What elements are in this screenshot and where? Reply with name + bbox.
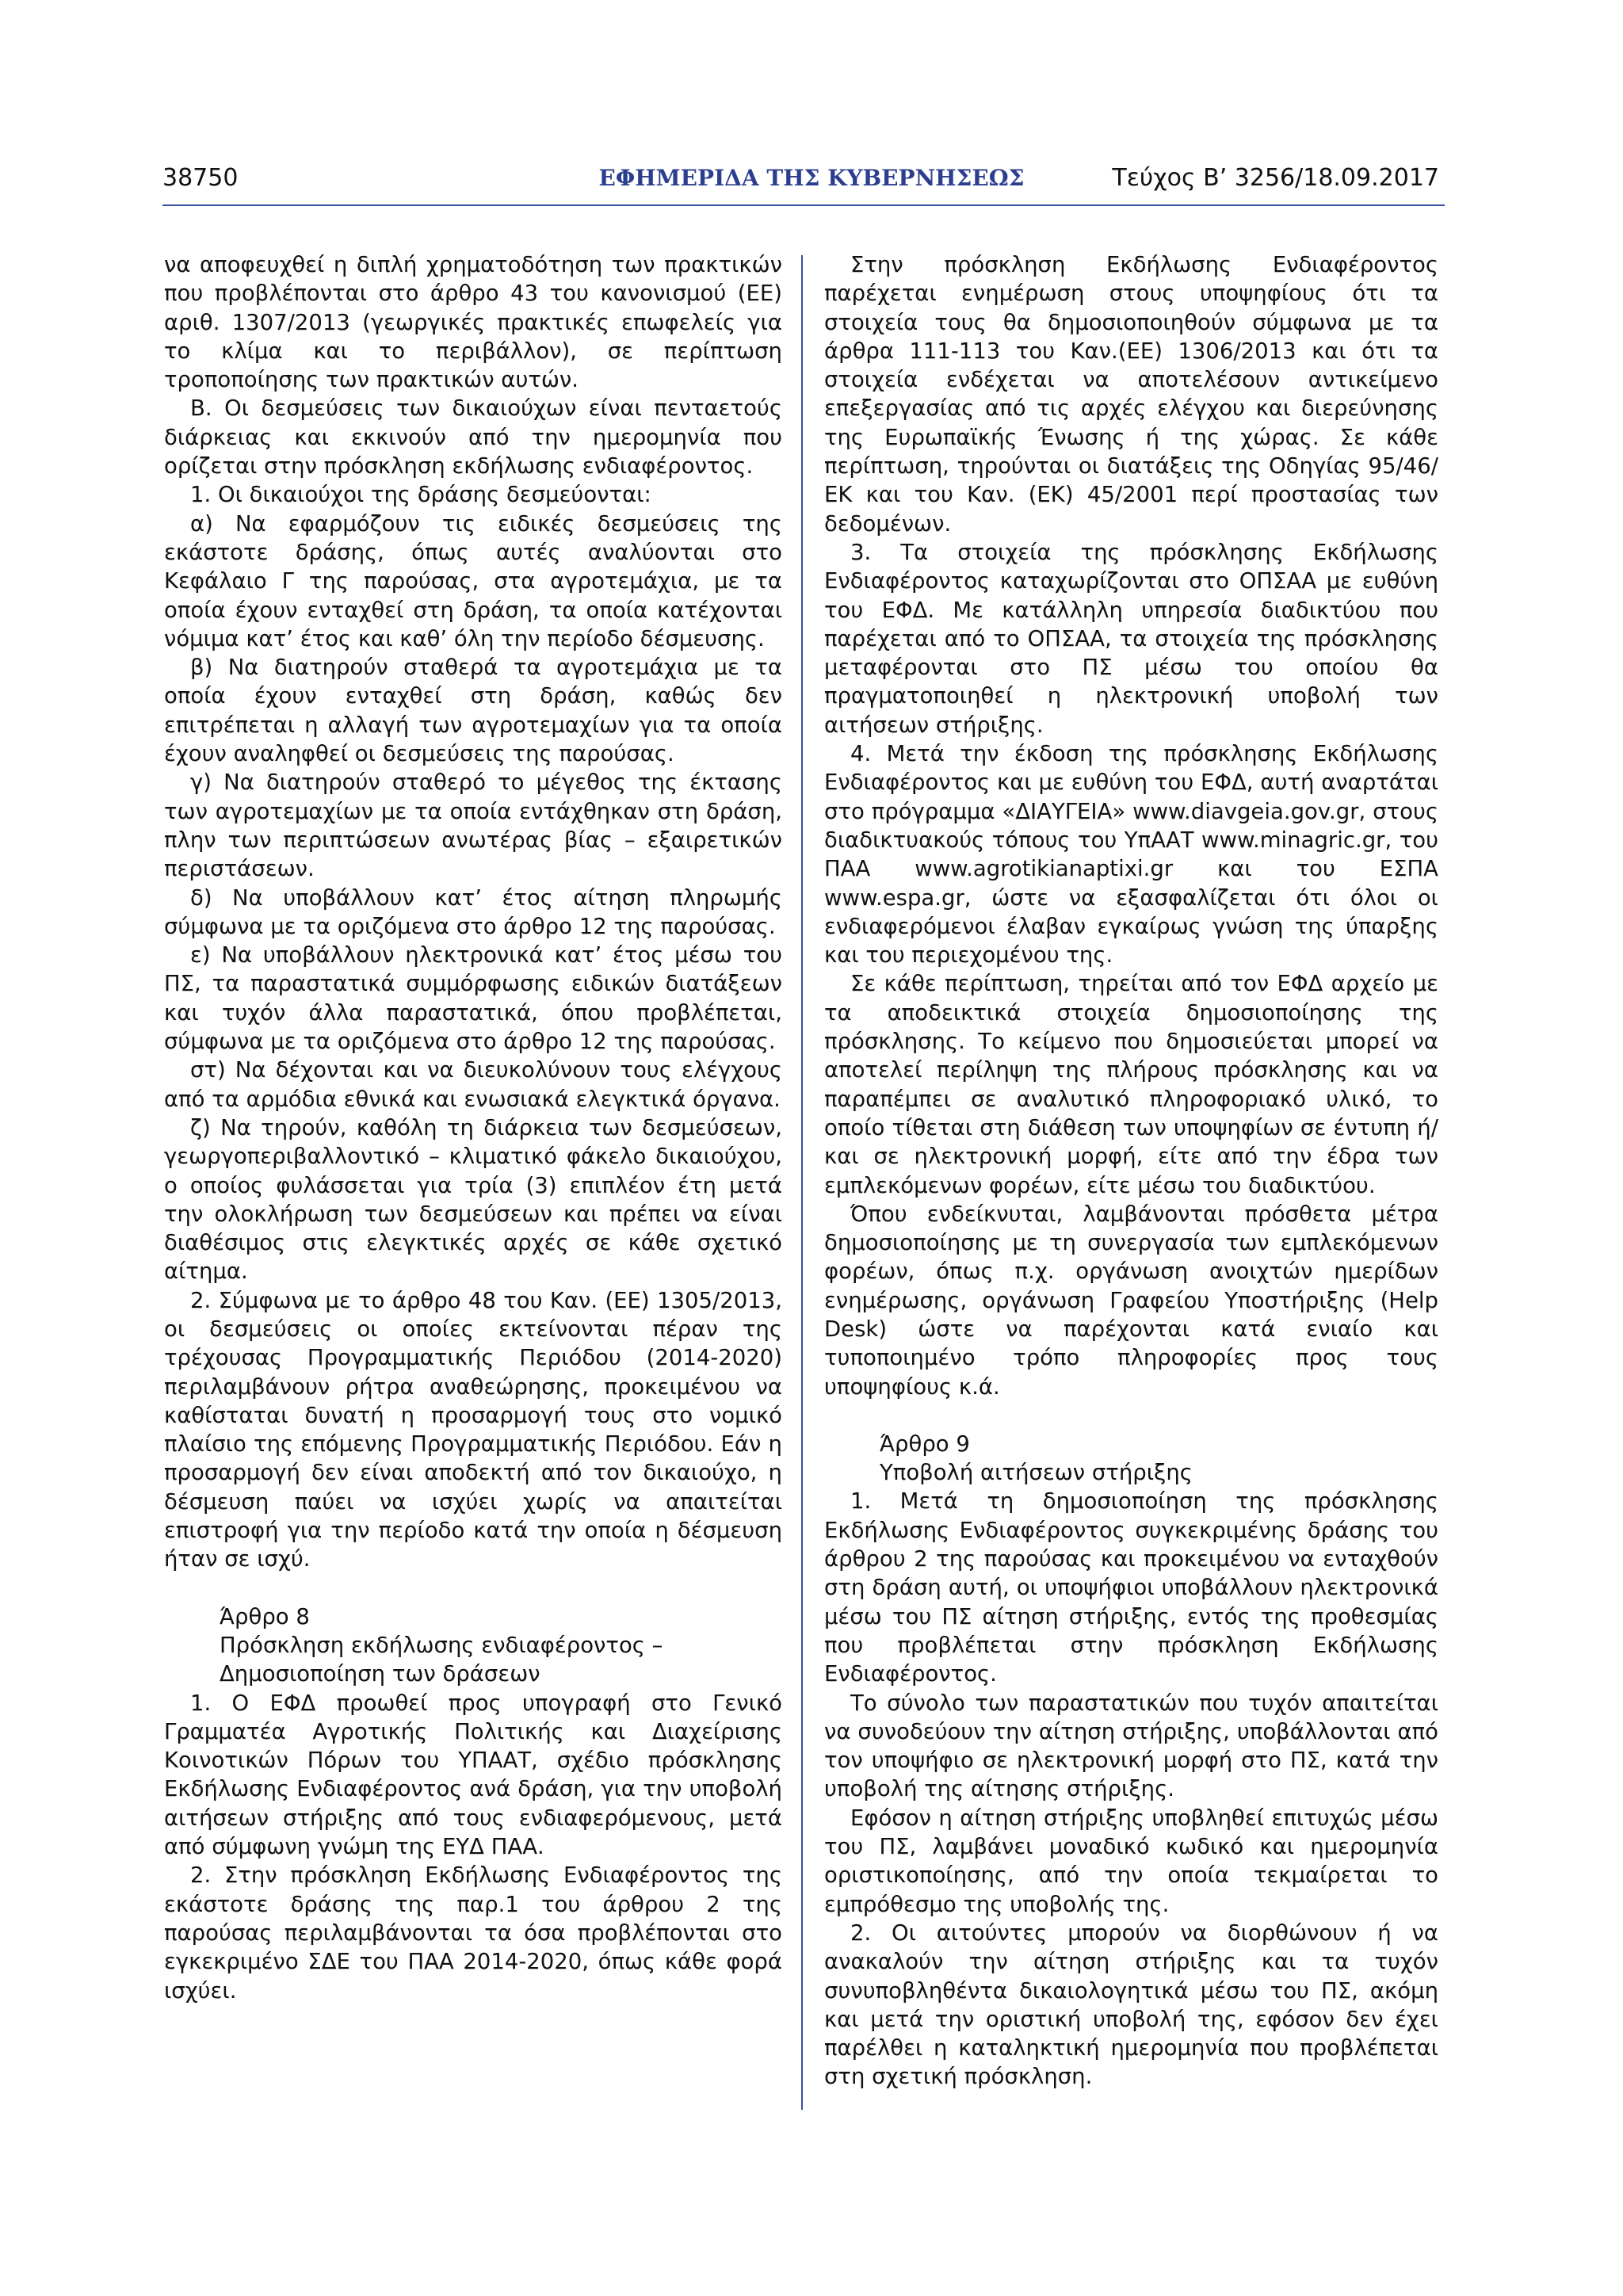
paragraph: Σε κάθε περίπτωση, τηρείται από τον ΕΦΔ αρχείο με τα αποδεικτικά στοιχεία δημοσιοποίησης της πρόσκλησης. Το κείμενο που δημοσιεύεται μπορεί να αποτελεί περίληψη της πλήρους πρόσκλησης και να παραπέμπει σε αναλυτικό πληροφοριακό υλικό, το οποίο τίθεται στη διάθεση των υποψηφίων σε έντυπη ή/και σε ηλεκτρονική μορφή, είτε από την έδρα των εμπλεκόμενων φορέων, είτε μέσω του διαδικτύου. bbox=[824, 971, 1438, 1198]
paragraph: 2. Οι αιτούντες μπορούν να διορθώνουν ή να ανακαλούν την αίτηση στήριξης και τα τυχόν συνυποβληθέντα δικαιολογητικά μέσω του ΠΣ, ακόμη και μετά την οριστική υποβολή της, εφόσον δεν έχει παρέλθει η καταληκτική ημερομηνία που προβλέπεται στη σχετική πρόσκληση. bbox=[824, 1920, 1438, 2090]
issue-reference: Τεύχος Β’ 3256/18.09.2017 bbox=[1112, 164, 1439, 192]
paragraph: 3. Τα στοιχεία της πρόσκλησης Εκδήλωσης Ενδιαφέροντος καταχωρίζονται στο ΟΠΣΑΑ με ευθύνη του ΕΦΔ. Με κατάλληλη υπηρεσία διαδικτύου που παρέχεται από το ΟΠΣΑΑ, τα στοιχεία της πρόσκλησης μεταφέρονται στο ΠΣ μέσω του οποίου θα πραγματοποιηθεί η ηλεκτρονική υποβολή των αιτήσεων στήριξης. bbox=[824, 539, 1438, 738]
article-8-title-line-2: Δημοσιοποίηση των δράσεων bbox=[220, 1661, 540, 1687]
right-column bbox=[824, 250, 1438, 2092]
paragraph: Β. Οι δεσμεύσεις των δικαιούχων είναι πενταετούς διάρκειας και εκκινούν από την ημερομηνία που ορίζεται στην πρόσκληση εκδήλωσης ενδιαφέροντος. bbox=[164, 395, 782, 479]
column-divider bbox=[801, 255, 803, 2110]
paragraph: ε) Να υποβάλλουν ηλεκτρονικά κατ’ έτος μέσω του ΠΣ, τα παραστατικά συμμόρφωσης ειδικών διατάξεων και τυχόν άλλα παραστατικά, όπου προβλέπεται, σύμφωνα με τα οριζόμενα στο άρθρο 12 της παρούσας. bbox=[164, 942, 782, 1055]
paragraph: 2. Στην πρόσκληση Εκδήλωσης Ενδιαφέροντος της εκάστοτε δράσης της παρ.1 του άρθρου 2 της παρούσας περιλαμβάνονται τα όσα προβλέπονται στο εγκεκριμένο ΣΔΕ του ΠΑΑ 2014-2020, όπως κάθε φορά ισχύει. bbox=[164, 1862, 782, 2004]
paragraph: 1. Οι δικαιούχοι της δράσης δεσμεύονται: bbox=[190, 482, 651, 508]
article-8-number: Άρθρο 8 bbox=[220, 1603, 310, 1629]
article-9-number: Άρθρο 9 bbox=[880, 1431, 970, 1457]
paragraph: ζ) Να τηρούν, καθόλη τη διάρκεια των δεσμεύσεων, γεωργοπεριβαλλοντικό – κλιματικό φάκελο δικαιούχου, ο οποίος φυλάσσεται για τρία (3) επιπλέον έτη μετά την ολοκλήρωση των δεσμεύσεων και πρέπει να είναι διαθέσιμος στις ελεγκτικές αρχές σε κάθε σχετικό αίτημα. bbox=[164, 1114, 782, 1285]
paragraph: 1. Μετά τη δημοσιοποίηση της πρόσκλησης Εκδήλωσης Ενδιαφέροντος συγκεκριμένης δράσης του άρθρου 2 της παρούσας και προκειμένου να ενταχθούν στη δράση αυτή, οι υποψήφιοι υποβάλλουν ηλεκτρονικά μέσω του ΠΣ αίτηση στήριξης, εντός της προθεσμίας που προβλέπεται στην πρόσκληση Εκδήλωσης Ενδιαφέροντος. bbox=[824, 1488, 1438, 1687]
header-divider bbox=[162, 204, 1445, 206]
paragraph: Το σύνολο των παραστατικών που τυχόν απαιτείται να συνοδεύουν την αίτηση στήριξης, υποβάλλονται από τον υποψήφιο σε ηλεκτρονική μορφή στο ΠΣ, κατά την υποβολή της αίτησης στήριξης. bbox=[824, 1690, 1438, 1802]
paragraph: γ) Να διατηρούν σταθερό το μέγεθος της έκτασης των αγροτεμαχίων με τα οποία εντάχθηκαν στη δράση, πλην των περιπτώσεων ανωτέρας βίας – εξαιρετικών περιστάσεων. bbox=[164, 770, 782, 882]
paragraph: στ) Να δέχονται και να διευκολύνουν τους ελέγχους από τα αρμόδια εθνικά και ενωσιακά ελεγκτικά όργανα. bbox=[164, 1057, 782, 1112]
paragraph: 1. Ο ΕΦΔ προωθεί προς υπογραφή στο Γενικό Γραμματέα Αγροτικής Πολιτικής και Διαχείρισης Κοινοτικών Πόρων του ΥΠΑΑΤ, σχέδιο πρόσκλησης Εκδήλωσης Ενδιαφέροντος ανά δράση, για την υποβολή αιτήσεων στήριξης από τους ενδιαφερόμενους, μετά από σύμφωνη γνώμη της ΕΥΔ ΠΑΑ. bbox=[164, 1690, 782, 1860]
paragraph: α) Να εφαρμόζουν τις ειδικές δεσμεύσεις της εκάστοτε δράσης, όπως αυτές αναλύονται στο Κεφάλαιο Γ της παρούσας, στα αγροτεμάχια, με τα οποία έχουν ενταχθεί στη δράση, τα οποία κατέχονται νόμιμα κατ’ έτος και καθ’ όλη την περίοδο δέσμευσης. bbox=[164, 510, 782, 651]
paragraph: 2. Σύμφωνα με το άρθρο 48 του Καν. (ΕΕ) 1305/2013, οι δεσμεύσεις οι οποίες εκτείνονται πέραν της τρέχουσας Προγραμματικής Περιόδου (2014-2020) περιλαμβάνουν ρήτρα αναθεώρησης, προκειμένου να καθίσταται δυνατή η προσαρμογή τους στο νομικό πλαίσιο της επόμενης Προγραμματικής Περιόδου. Εάν η προσαρμογή δεν είναι αποδεκτή από τον δικαιούχο, η δέσμευση παύει να ισχύει χωρίς να απαιτείται επιστροφή για την περίοδο κατά την οποία η δέσμευση ήταν σε ισχύ. bbox=[164, 1287, 782, 1572]
paragraph: Όπου ενδείκνυται, λαμβάνονται πρόσθετα μέτρα δημοσιοποίησης με τη συνεργασία των εμπλεκόμενων φορέων, όπως π.χ. οργάνωση ανοιχτών ημερίδων ενημέρωσης, οργάνωση Γραφείου Υποστήριξης (Help Desk) ώστε να παρέχονται κατά ενιαίο και τυποποιημένο τρόπο πληροφορίες προς τους υποψηφίους κ.ά. bbox=[824, 1201, 1438, 1400]
article-8-title-line-1: Πρόσκληση εκδήλωσης ενδιαφέροντος – bbox=[220, 1632, 663, 1658]
paragraph: να αποφευχθεί η διπλή χρηματοδότηση των πρακτικών που προβλέπονται στο άρθρο 43 του κανονισμού (ΕΕ) αριθ. 1307/2013 (γεωργικές πρακτικές επωφελείς για το κλίμα και το περιβάλλον), σε περίπτωση τροποποίησης των πρακτικών αυτών. bbox=[164, 252, 782, 393]
paragraph: 4. Μετά την έκδοση της πρόσκλησης Εκδήλωσης Ενδιαφέροντος και με ευθύνη του ΕΦΔ, αυτή αναρτάται στο πρόγραμμα «ΔΙΑΥΓΕΙΑ» www.diavgeia.gov.gr, στους διαδικτυακούς τόπους του ΥπΑΑΤ www.minagric.gr, του ΠΑΑ www.agrotikianaptixi.gr και του ΕΣΠΑ www.espa.gr, ώστε να εξασφαλίζεται ότι όλοι οι ενδιαφερόμενοι έλαβαν εγκαίρως γνώση της ύπαρξης και του περιεχομένου της. bbox=[824, 741, 1438, 968]
left-column bbox=[164, 250, 782, 2005]
paragraph: δ) Να υποβάλλουν κατ’ έτος αίτηση πληρωμής σύμφωνα με τα οριζόμενα στο άρθρο 12 της παρούσας. bbox=[164, 884, 782, 939]
paragraph: Εφόσον η αίτηση στήριξης υποβληθεί επιτυχώς μέσω του ΠΣ, λαμβάνει μοναδικό κωδικό και ημερομηνία οριστικοποίησης, από την οποία τεκμαίρεται το εμπρόθεσμο της υποβολής της. bbox=[824, 1805, 1438, 1917]
gazette-title: ΕΦΗΜΕΡΙΔΑ ΤΗΣ ΚΥΒΕΡΝΗΣΕΩΣ bbox=[598, 165, 1025, 191]
paragraph: Στην πρόσκληση Εκδήλωσης Ενδιαφέροντος παρέχεται ενημέρωση στους υποψηφίους ότι τα στοιχεία τους θα δημοσιοποιηθούν σύμφωνα με τα άρθρα 111-113 του Καν.(ΕΕ) 1306/2013 και ότι τα στοιχεία ενδέχεται να αποτελέσουν αντικείμενο επεξεργασίας από τις αρχές ελέγχου και διερεύνησης της Ευρωπαϊκής Ένωσης ή της χώρας. Σε κάθε περίπτωση, τηρούνται οι διατάξεις της Οδηγίας 95/46/ΕΚ και του Καν. (ΕΚ) 45/2001 περί προστασίας των δεδομένων. bbox=[824, 252, 1438, 537]
spacer bbox=[824, 1401, 1438, 1430]
spacer bbox=[164, 1574, 782, 1603]
page-number: 38750 bbox=[162, 164, 239, 192]
paragraph: β) Να διατηρούν σταθερά τα αγροτεμάχια με τα οποία έχουν ενταχθεί στη δράση, καθώς δεν επιτρέπεται η αλλαγή των αγροτεμαχίων για τα οποία έχουν αναληφθεί οι δεσμεύσεις της παρούσας. bbox=[164, 655, 782, 767]
article-9-title: Υποβολή αιτήσεων στήριξης bbox=[880, 1460, 1193, 1486]
